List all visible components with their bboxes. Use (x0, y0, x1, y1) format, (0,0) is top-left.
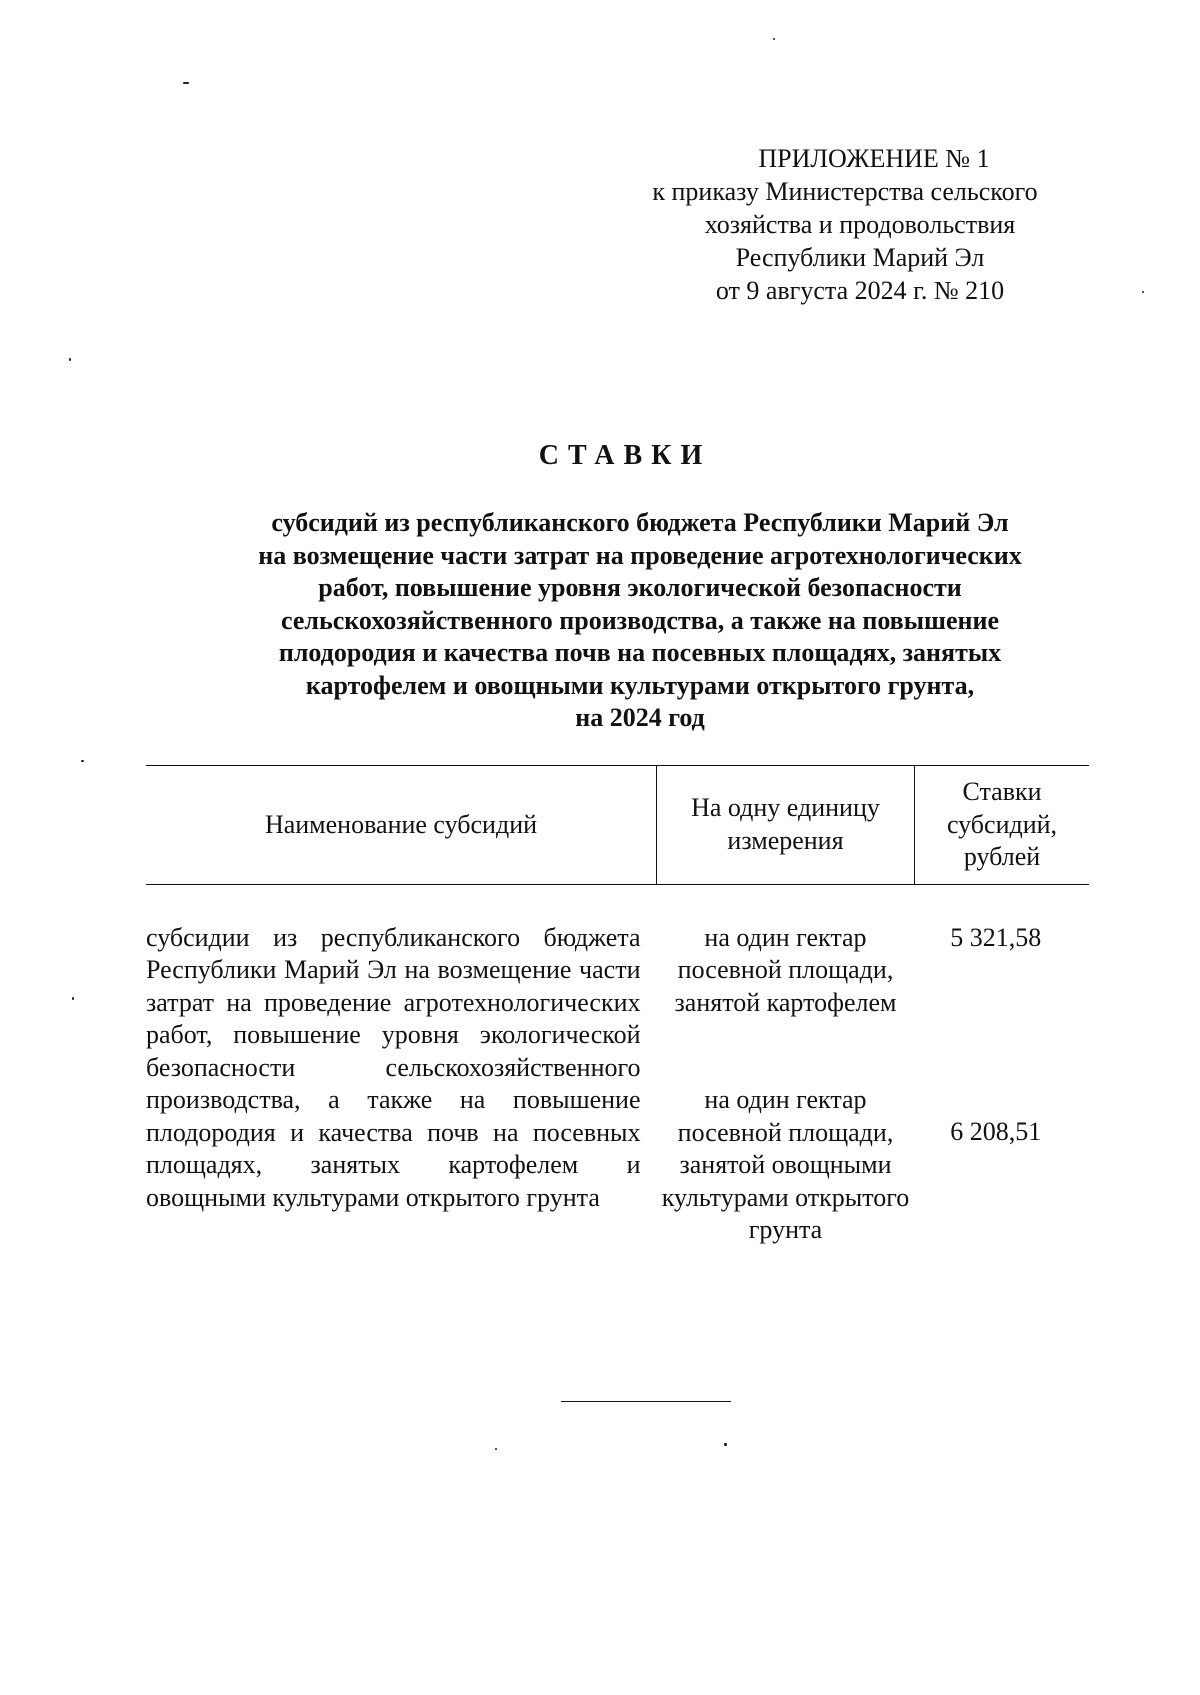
header-subsidy-name: Наименование субсидий (146, 766, 657, 885)
subsidy-name-cell: субсидии из республиканского бюджета Республики Марий Эл на возмещение части затрат на проведение агротехнологических работ, повышение уровня экологической безопасности сельскохозяйственного производства, а также на повышение плодородия и качества почв на посевных площадях, занятых картофелем и овощными культурами открытого грунта (146, 922, 641, 1212)
document-subtitle (180, 507, 1100, 735)
table-header-row (146, 766, 1089, 885)
appendix-ministry: хозяйства и продовольствия (704, 210, 1016, 239)
scan-speck (69, 358, 71, 361)
scan-speck (1142, 291, 1144, 293)
unit-vegetables: на один гектар посевной площади, занятой овощными культурами открытого грунта (661, 1085, 910, 1244)
rate-cell (915, 884, 1090, 1247)
appendix-order-ref: к приказу Министерства сельского (652, 177, 1038, 206)
scan-speck (495, 1448, 497, 1450)
subtitle-line: работ, повышение уровня экологической безопасности (318, 573, 962, 602)
unit-cell (657, 884, 915, 1247)
end-divider (561, 1401, 731, 1402)
appendix-date-number: от 9 августа 2024 г. № 210 (715, 276, 1005, 305)
scan-speck (773, 38, 775, 40)
subtitle-line: картофелем и овощными культурами открытого грунта, (305, 670, 975, 700)
subtitle-line: на 2024 год (575, 703, 705, 732)
rate-vegetables: 6 208,51 (950, 1117, 1042, 1146)
scan-speck (183, 82, 189, 84)
subtitle-line: плодородия и качества почв на посевных площадях, занятых (278, 638, 1002, 667)
appendix-number: ПРИЛОЖЕНИЕ № 1 (758, 144, 990, 173)
scan-speck (724, 1443, 727, 1446)
scan-speck (81, 760, 84, 762)
header-unit: На одну единицу измерения (657, 766, 915, 885)
unit-potato: на один гектар посевной площади, занятой картофелем (674, 922, 897, 1017)
subtitle-line: на возмещение части затрат на проведение агротехнологических (258, 540, 1022, 570)
appendix-republic: Республики Марий Эл (735, 243, 985, 272)
appendix-header (640, 142, 1080, 307)
subtitle-line: сельскохозяйственного производства, а также на повышение (280, 605, 1000, 635)
document-title: СТАВКИ (538, 440, 712, 471)
header-rate: Ставки субсидий, рублей (915, 766, 1090, 885)
scan-speck (72, 997, 74, 1000)
subtitle-line: субсидий из республиканского бюджета Республики Марий Эл (271, 508, 1009, 537)
rate-potato: 5 321,58 (950, 922, 1042, 952)
subsidy-rates-table (146, 765, 1089, 1247)
table-row (146, 884, 1089, 1247)
